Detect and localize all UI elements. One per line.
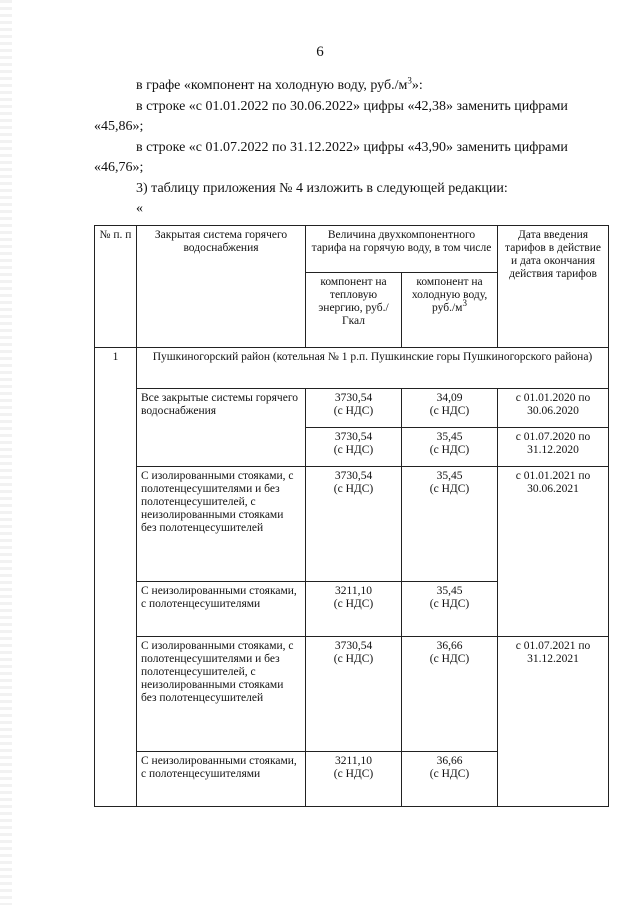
paragraph-6: 3) таблицу приложения № 4 изложить в следующей редакции:	[136, 180, 508, 196]
row-system: Все закрытые системы горячего водоснабжения	[137, 389, 306, 467]
row-system: С изолированными стояками, с полотенцесушителями и без полотенцесушителей, с неизолированными стояками без полотенцесушителей	[137, 467, 306, 582]
row-heat: 3730,54 (с НДС)	[306, 637, 402, 752]
paragraph-5: «46,76»;	[94, 160, 144, 175]
row-cold: 35,45 (с НДС)	[402, 582, 498, 637]
row-system: С изолированными стояками, с полотенцесушителями и без полотенцесушителей, с неизолированными стояками без полотенцесушителей	[137, 637, 306, 752]
table-header-row	[95, 226, 609, 273]
row-cold: 34,09 (с НДС)	[402, 389, 498, 428]
header-tariff: Величина двухкомпонентного тарифа на горячую воду, в том числе	[306, 226, 498, 273]
header-cold: компонент на холодную воду, $руб./м^3$	[402, 273, 498, 348]
paragraph-4: в строке «с 01.07.2022 по 31.12.2022» цифры «43,90» заменить цифрами	[136, 139, 568, 155]
scan-edge	[0, 0, 12, 905]
page-number: 6	[316, 44, 324, 60]
group-title: Пушкиногорский район (котельная № 1 р.п. Пушкинские горы Пушкиногорского района)	[137, 348, 609, 389]
row-cold: 36,66 (с НДС)	[402, 637, 498, 752]
row-cold: 35,45 (с НДС)	[402, 467, 498, 582]
header-heat: компонент на тепловую энергию, руб./Гкал	[306, 273, 402, 348]
paragraph-1: в графе «компонент на холодную воду, $руб./м^3$»:	[136, 75, 423, 93]
header-number: № п. п	[95, 226, 137, 348]
row-heat: 3211,10 (с НДС)	[306, 752, 402, 807]
tariff-table	[94, 225, 608, 807]
table-row	[95, 389, 609, 428]
header-date: Дата введения тарифов в действие и дата окончания действия тарифов	[498, 226, 609, 348]
table-row	[95, 637, 609, 752]
paragraph-2: в строке «с 01.01.2022 по 30.06.2022» цифры «42,38» заменить цифрами	[136, 98, 568, 114]
table-group-row	[95, 348, 609, 389]
body-text	[94, 76, 602, 220]
row-cold: 36,66 (с НДС)	[402, 752, 498, 807]
row-heat: 3730,54 (с НДС)	[306, 389, 402, 428]
row-system: С неизолированными стояками, с полотенцесушителями	[137, 582, 306, 637]
row-heat: 3730,54 (с НДС)	[306, 428, 402, 467]
row-cold: 35,45 (с НДС)	[402, 428, 498, 467]
row-date: с 01.07.2020 по 31.12.2020	[498, 428, 609, 467]
row-heat: 3730,54 (с НДС)	[306, 467, 402, 582]
row-date: с 01.01.2021 по 30.06.2021	[498, 467, 609, 637]
header-system: Закрытая система горячего водоснабжения	[137, 226, 306, 348]
paragraph-3: «45,86»;	[94, 119, 144, 134]
paragraph-7: «	[136, 201, 143, 216]
table-row	[95, 467, 609, 582]
group-number: 1	[95, 348, 137, 807]
row-date: с 01.07.2021 по 31.12.2021	[498, 637, 609, 807]
row-date: с 01.01.2020 по 30.06.2020	[498, 389, 609, 428]
row-system: С неизолированными стояками, с полотенцесушителями	[137, 752, 306, 807]
row-heat: 3211,10 (с НДС)	[306, 582, 402, 637]
